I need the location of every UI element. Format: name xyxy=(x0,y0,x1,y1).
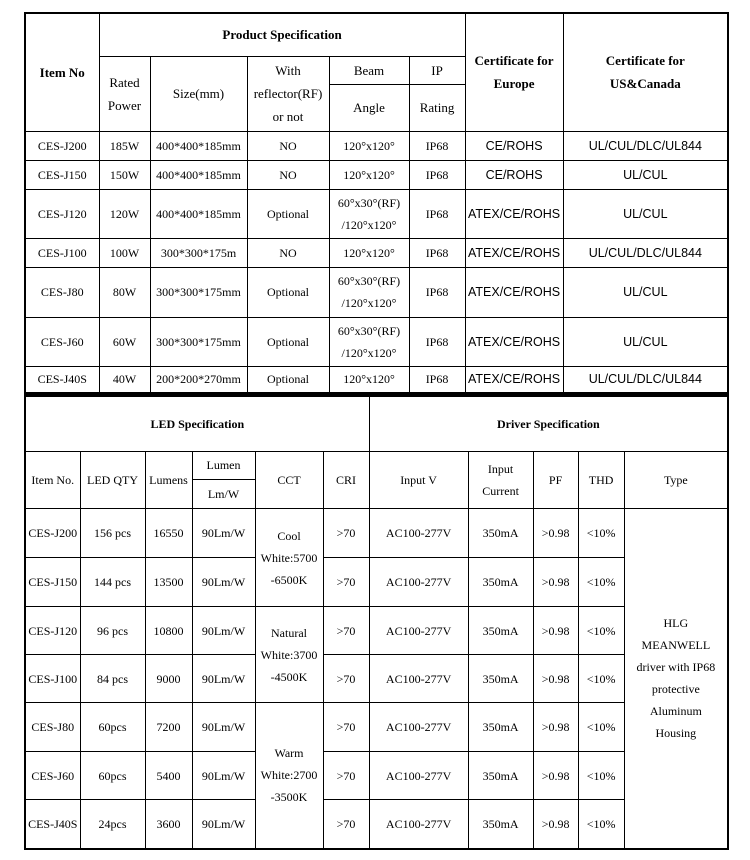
pf-cell: >0.98 xyxy=(533,800,578,849)
input-current-cell: 350mA xyxy=(468,800,533,849)
cert-us-cell: UL/CUL xyxy=(563,317,728,366)
header-lumen-per-watt xyxy=(192,452,255,509)
beam-cell: 60°x30°(RF) /120°x120° xyxy=(329,267,409,317)
thd-cell: <10% xyxy=(578,655,624,703)
input-current-cell: 350mA xyxy=(468,752,533,800)
item-cell: CES-J150 xyxy=(25,558,80,607)
item-cell: CES-J80 xyxy=(25,703,80,752)
power-cell: 120W xyxy=(99,189,150,238)
power-cell: 60W xyxy=(99,317,150,366)
reflector-cell: Optional xyxy=(247,317,329,366)
lumens-cell: 3600 xyxy=(145,800,192,849)
table-row xyxy=(25,189,728,238)
cert-us-cell: UL/CUL xyxy=(563,189,728,238)
thd-cell: <10% xyxy=(578,607,624,655)
led-spec-title: LED Specification xyxy=(25,396,369,452)
cri-cell: >70 xyxy=(323,703,369,752)
cri-cell: >70 xyxy=(323,558,369,607)
header-lumens: Lumens xyxy=(145,452,192,509)
table-row xyxy=(25,366,728,393)
table-row xyxy=(25,317,728,366)
cert-eu-cell: ATEX/CE/ROHS xyxy=(465,238,563,267)
item-cell: CES-J120 xyxy=(25,607,80,655)
input-current-cell: 350mA xyxy=(468,703,533,752)
size-cell: 300*300*175m xyxy=(150,238,247,267)
pf-cell: >0.98 xyxy=(533,703,578,752)
thd-cell: <10% xyxy=(578,558,624,607)
table-row xyxy=(25,238,728,267)
cri-cell: >70 xyxy=(323,752,369,800)
table-row xyxy=(25,160,728,189)
header-size: Size(mm) xyxy=(150,56,247,131)
header-input-v: Input V xyxy=(369,452,468,509)
cert-eu-cell: ATEX/CE/ROHS xyxy=(465,189,563,238)
header-cri: CRI xyxy=(323,452,369,509)
input-current-cell: 350mA xyxy=(468,509,533,558)
header-thd: THD xyxy=(578,452,624,509)
ip-cell: IP68 xyxy=(409,238,465,267)
driver-spec-title: Driver Specification xyxy=(369,396,728,452)
ip-cell: IP68 xyxy=(409,131,465,160)
item-cell: CES-J100 xyxy=(25,655,80,703)
size-cell: 400*400*185mm xyxy=(150,189,247,238)
power-cell: 185W xyxy=(99,131,150,160)
table-row xyxy=(25,558,728,607)
input-v-cell: AC100-277V xyxy=(369,800,468,849)
size-cell: 400*400*185mm xyxy=(150,160,247,189)
header-lumen-bottom: Lm/W xyxy=(207,487,240,501)
beam-cell: 120°x120° xyxy=(329,366,409,393)
header-beam-angle: Angle xyxy=(329,84,409,131)
input-v-cell: AC100-277V xyxy=(369,752,468,800)
reflector-cell: Optional xyxy=(247,189,329,238)
cri-cell: >70 xyxy=(323,509,369,558)
size-cell: 400*400*185mm xyxy=(150,131,247,160)
lumens-cell: 9000 xyxy=(145,655,192,703)
ip-cell: IP68 xyxy=(409,267,465,317)
item-cell: CES-J60 xyxy=(25,752,80,800)
lumens-cell: 10800 xyxy=(145,607,192,655)
header-type: Type xyxy=(624,452,728,509)
led-qty-cell: 144 pcs xyxy=(80,558,145,607)
beam-cell: 120°x120° xyxy=(329,160,409,189)
power-cell: 80W xyxy=(99,267,150,317)
cri-cell: >70 xyxy=(323,655,369,703)
pf-cell: >0.98 xyxy=(533,752,578,800)
header-led-qty: LED QTY xyxy=(80,452,145,509)
beam-cell: 120°x120° xyxy=(329,238,409,267)
header-pf: PF xyxy=(533,452,578,509)
cri-cell: >70 xyxy=(323,800,369,849)
cert-us-cell: UL/CUL/DLC/UL844 xyxy=(563,366,728,393)
header-reflector: With reflector(RF) or not xyxy=(247,56,329,131)
reflector-cell: NO xyxy=(247,238,329,267)
cri-cell: >70 xyxy=(323,607,369,655)
input-current-cell: 350mA xyxy=(468,607,533,655)
item-cell: CES-J100 xyxy=(25,238,99,267)
header-item-no: Item No. xyxy=(25,452,80,509)
item-cell: CES-J200 xyxy=(25,131,99,160)
item-cell: CES-J60 xyxy=(25,317,99,366)
header-ip: IP xyxy=(409,56,465,84)
power-cell: 40W xyxy=(99,366,150,393)
reflector-cell: NO xyxy=(247,160,329,189)
led-qty-cell: 156 pcs xyxy=(80,509,145,558)
reflector-cell: Optional xyxy=(247,267,329,317)
table-row xyxy=(25,800,728,849)
item-cell: CES-J40S xyxy=(25,800,80,849)
input-v-cell: AC100-277V xyxy=(369,607,468,655)
pf-cell: >0.98 xyxy=(533,607,578,655)
lumens-cell: 13500 xyxy=(145,558,192,607)
input-current-cell: 350mA xyxy=(468,558,533,607)
table-row xyxy=(25,267,728,317)
input-v-cell: AC100-277V xyxy=(369,509,468,558)
led-qty-cell: 60pcs xyxy=(80,752,145,800)
cct-warm-white-cell: Warm White:2700 -3500K xyxy=(255,703,323,849)
cert-us-cell: UL/CUL/DLC/UL844 xyxy=(563,131,728,160)
header-item-no: Item No xyxy=(25,13,99,131)
input-v-cell: AC100-277V xyxy=(369,558,468,607)
table-row xyxy=(25,607,728,655)
pf-cell: >0.98 xyxy=(533,558,578,607)
lumens-cell: 7200 xyxy=(145,703,192,752)
table-row xyxy=(25,752,728,800)
led-driver-specification-table xyxy=(24,394,729,850)
header-input-current: Input Current xyxy=(468,452,533,509)
header-ip-rating: Rating xyxy=(409,84,465,131)
lumens-cell: 5400 xyxy=(145,752,192,800)
ip-cell: IP68 xyxy=(409,160,465,189)
item-cell: CES-J150 xyxy=(25,160,99,189)
header-lumen-top: Lumen xyxy=(193,452,255,480)
cert-eu-cell: CE/ROHS xyxy=(465,160,563,189)
header-beam: Beam xyxy=(329,56,409,84)
cert-eu-cell: ATEX/CE/ROHS xyxy=(465,267,563,317)
input-v-cell: AC100-277V xyxy=(369,703,468,752)
cert-us-cell: UL/CUL xyxy=(563,267,728,317)
input-current-cell: 350mA xyxy=(468,655,533,703)
header-cert-europe: Certificate for Europe xyxy=(465,13,563,131)
lmw-cell: 90Lm/W xyxy=(192,703,255,752)
beam-cell: 120°x120° xyxy=(329,131,409,160)
beam-cell: 60°x30°(RF) /120°x120° xyxy=(329,317,409,366)
header-cct: CCT xyxy=(255,452,323,509)
thd-cell: <10% xyxy=(578,509,624,558)
product-spec-title: Product Specification xyxy=(99,13,465,56)
led-qty-cell: 84 pcs xyxy=(80,655,145,703)
power-cell: 100W xyxy=(99,238,150,267)
product-specification-table xyxy=(24,12,729,394)
lmw-cell: 90Lm/W xyxy=(192,607,255,655)
reflector-cell: NO xyxy=(247,131,329,160)
cert-eu-cell: ATEX/CE/ROHS xyxy=(465,366,563,393)
item-cell: CES-J80 xyxy=(25,267,99,317)
spec-sheet xyxy=(24,12,727,850)
header-rated-power: Rated Power xyxy=(99,56,150,131)
item-cell: CES-J120 xyxy=(25,189,99,238)
pf-cell: >0.98 xyxy=(533,655,578,703)
thd-cell: <10% xyxy=(578,800,624,849)
lmw-cell: 90Lm/W xyxy=(192,800,255,849)
size-cell: 300*300*175mm xyxy=(150,267,247,317)
lmw-cell: 90Lm/W xyxy=(192,558,255,607)
thd-cell: <10% xyxy=(578,703,624,752)
cert-us-cell: UL/CUL xyxy=(563,160,728,189)
table-row xyxy=(25,131,728,160)
lmw-cell: 90Lm/W xyxy=(192,655,255,703)
power-cell: 150W xyxy=(99,160,150,189)
table-row xyxy=(25,703,728,752)
cert-eu-cell: ATEX/CE/ROHS xyxy=(465,317,563,366)
table-row xyxy=(25,655,728,703)
led-qty-cell: 60pcs xyxy=(80,703,145,752)
table-row xyxy=(25,509,728,558)
item-cell: CES-J200 xyxy=(25,509,80,558)
cct-natural-white-cell: Natural White:3700 -4500K xyxy=(255,607,323,703)
size-cell: 200*200*270mm xyxy=(150,366,247,393)
cct-cool-white-cell: Cool White:5700 -6500K xyxy=(255,509,323,607)
beam-cell: 60°x30°(RF) /120°x120° xyxy=(329,189,409,238)
lmw-cell: 90Lm/W xyxy=(192,752,255,800)
cert-eu-cell: CE/ROHS xyxy=(465,131,563,160)
size-cell: 300*300*175mm xyxy=(150,317,247,366)
pf-cell: >0.98 xyxy=(533,509,578,558)
lmw-cell: 90Lm/W xyxy=(192,509,255,558)
input-v-cell: AC100-277V xyxy=(369,655,468,703)
item-cell: CES-J40S xyxy=(25,366,99,393)
driver-type-cell: HLG MEANWELL driver with IP68 protective Aluminum Housing xyxy=(624,509,728,849)
reflector-cell: Optional xyxy=(247,366,329,393)
led-qty-cell: 24pcs xyxy=(80,800,145,849)
lumens-cell: 16550 xyxy=(145,509,192,558)
ip-cell: IP68 xyxy=(409,366,465,393)
cert-us-cell: UL/CUL/DLC/UL844 xyxy=(563,238,728,267)
thd-cell: <10% xyxy=(578,752,624,800)
ip-cell: IP68 xyxy=(409,189,465,238)
ip-cell: IP68 xyxy=(409,317,465,366)
header-cert-us-canada: Certificate for US&Canada xyxy=(563,13,728,131)
led-qty-cell: 96 pcs xyxy=(80,607,145,655)
